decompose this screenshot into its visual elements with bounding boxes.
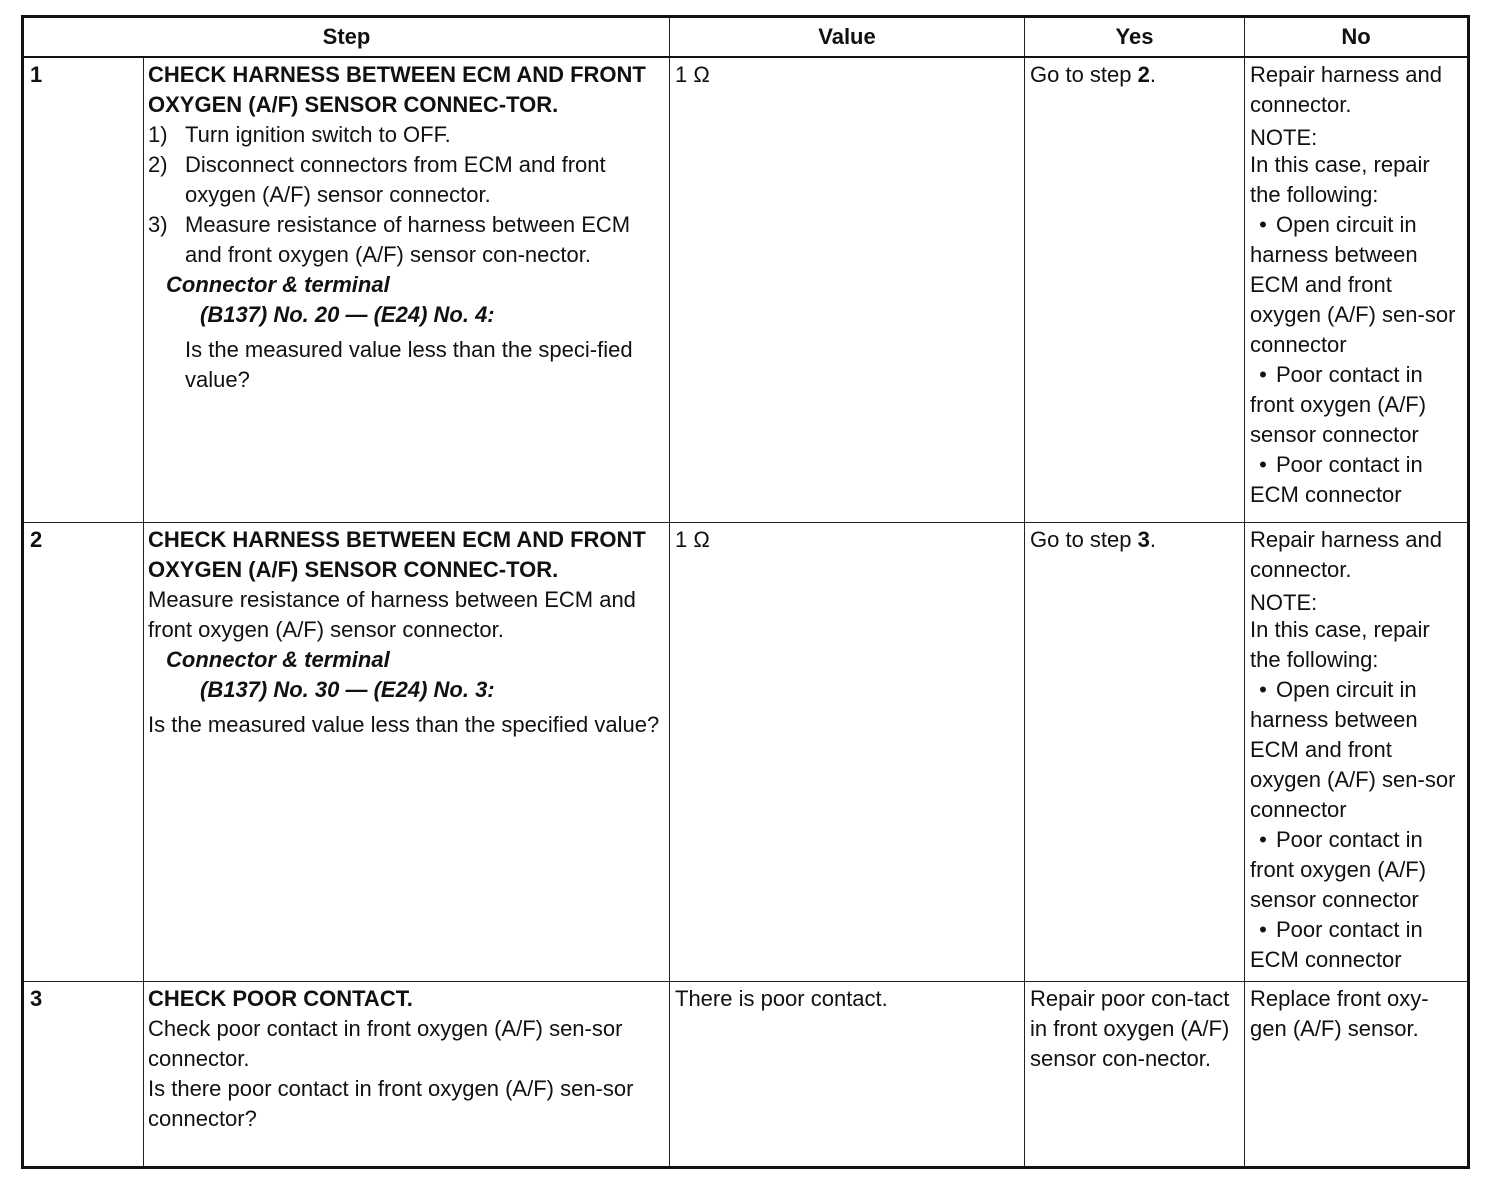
value-cell: There is poor contact. bbox=[670, 982, 1025, 1168]
list-item bbox=[148, 210, 663, 270]
step-question: Is there poor contact in front oxygen (A/F) sen-sor connector? bbox=[148, 1076, 634, 1131]
bullet-icon: • bbox=[1259, 452, 1267, 477]
table-row bbox=[23, 982, 1469, 1168]
yes-text: Go to step bbox=[1030, 527, 1138, 552]
table-row bbox=[23, 57, 1469, 523]
bullet-icon: • bbox=[1259, 827, 1267, 852]
yes-cell: Go to step 2. bbox=[1025, 57, 1245, 523]
bullet-continuation: ECM connector bbox=[1250, 947, 1402, 972]
list-item-text: Measure resistance of harness between ECM and front oxygen (A/F) sensor con-nector. bbox=[185, 212, 631, 267]
yes-cell: Go to step 3. bbox=[1025, 523, 1245, 982]
step-description bbox=[144, 57, 670, 523]
yes-cell: Repair poor con-tact in front oxygen (A/F) sensor con-nector. bbox=[1025, 982, 1245, 1168]
bullet-icon: • bbox=[1259, 212, 1267, 237]
table-header-row bbox=[23, 17, 1469, 58]
connector-terminal-value: (B137) No. 20 — (E24) No. 4: bbox=[200, 302, 495, 327]
step-question: Is the measured value less than the speci-fied value? bbox=[185, 337, 633, 392]
value-cell: 1 Ω bbox=[670, 523, 1025, 982]
bullet-icon: • bbox=[1259, 362, 1267, 387]
no-action: Repair harness and connector. bbox=[1250, 527, 1443, 582]
yes-step-number: 2 bbox=[1137, 62, 1150, 87]
no-cell bbox=[1245, 523, 1469, 982]
step-body: Measure resistance of harness between ECM and front oxygen (A/F) sensor connector. bbox=[148, 587, 636, 642]
connector-terminal-value: (B137) No. 30 — (E24) No. 3: bbox=[200, 677, 495, 702]
bullet-text: Open circuit in bbox=[1276, 677, 1417, 702]
step-title: CHECK POOR CONTACT. bbox=[148, 986, 413, 1011]
header-step: Step bbox=[23, 17, 670, 58]
bullet-text: Open circuit in bbox=[1276, 212, 1417, 237]
bullet-text: Poor contact in bbox=[1276, 452, 1423, 477]
bullet-text: Poor contact in bbox=[1276, 362, 1423, 387]
bullet-item bbox=[1250, 675, 1461, 705]
step-number: 1 bbox=[23, 57, 144, 523]
table-row bbox=[23, 523, 1469, 982]
list-item bbox=[148, 150, 663, 210]
bullet-text: Poor contact in bbox=[1276, 827, 1423, 852]
no-cell: Replace front oxy-gen (A/F) sensor. bbox=[1245, 982, 1469, 1168]
step-body: Check poor contact in front oxygen (A/F) sen-sor connector. bbox=[148, 1016, 623, 1071]
list-item bbox=[148, 120, 663, 150]
list-item-number: 1) bbox=[148, 122, 168, 147]
bullet-continuation: front oxygen (A/F) sensor connector bbox=[1250, 857, 1427, 912]
list-item-text: Disconnect connectors from ECM and front oxygen (A/F) sensor connector. bbox=[185, 152, 606, 207]
bullet-icon: • bbox=[1259, 917, 1267, 942]
header-yes: Yes bbox=[1025, 17, 1245, 58]
step-description bbox=[144, 523, 670, 982]
list-item-text: Turn ignition switch to OFF. bbox=[185, 122, 451, 147]
note-label: NOTE: bbox=[1250, 125, 1318, 150]
bullet-item bbox=[1250, 915, 1461, 945]
list-item-number: 3) bbox=[148, 212, 168, 237]
step-description bbox=[144, 982, 670, 1168]
diagnostic-procedure-table bbox=[21, 15, 1470, 1169]
step-number: 2 bbox=[23, 523, 144, 982]
connector-label: Connector & terminal bbox=[166, 272, 390, 297]
bullet-item bbox=[1250, 825, 1461, 855]
header-value: Value bbox=[670, 17, 1025, 58]
step-title: CHECK HARNESS BETWEEN ECM AND FRONT OXYGEN (A/F) SENSOR CONNEC-TOR. bbox=[148, 527, 646, 582]
no-cell bbox=[1245, 57, 1469, 523]
list-item-number: 2) bbox=[148, 152, 168, 177]
bullet-item bbox=[1250, 450, 1461, 480]
yes-text: Go to step bbox=[1030, 62, 1138, 87]
note-label: NOTE: bbox=[1250, 590, 1318, 615]
step-question: Is the measured value less than the specified value? bbox=[148, 712, 660, 737]
yes-step-number: 3 bbox=[1137, 527, 1150, 552]
bullet-item bbox=[1250, 210, 1461, 240]
no-action: Repair harness and connector. bbox=[1250, 62, 1443, 117]
note-intro: In this case, repair the following: bbox=[1250, 617, 1430, 672]
bullet-icon: • bbox=[1259, 677, 1267, 702]
note-intro: In this case, repair the following: bbox=[1250, 152, 1430, 207]
bullet-item bbox=[1250, 360, 1461, 390]
step-title: CHECK HARNESS BETWEEN ECM AND FRONT OXYGEN (A/F) SENSOR CONNEC-TOR. bbox=[148, 62, 646, 117]
value-cell: 1 Ω bbox=[670, 57, 1025, 523]
bullet-continuation: harness between ECM and front oxygen (A/F) sen-sor connector bbox=[1250, 707, 1456, 822]
bullet-continuation: ECM connector bbox=[1250, 482, 1402, 507]
bullet-text: Poor contact in bbox=[1276, 917, 1423, 942]
step-number: 3 bbox=[23, 982, 144, 1168]
header-no: No bbox=[1245, 17, 1469, 58]
connector-label: Connector & terminal bbox=[166, 647, 390, 672]
bullet-continuation: harness between ECM and front oxygen (A/F) sen-sor connector bbox=[1250, 242, 1456, 357]
bullet-continuation: front oxygen (A/F) sensor connector bbox=[1250, 392, 1427, 447]
